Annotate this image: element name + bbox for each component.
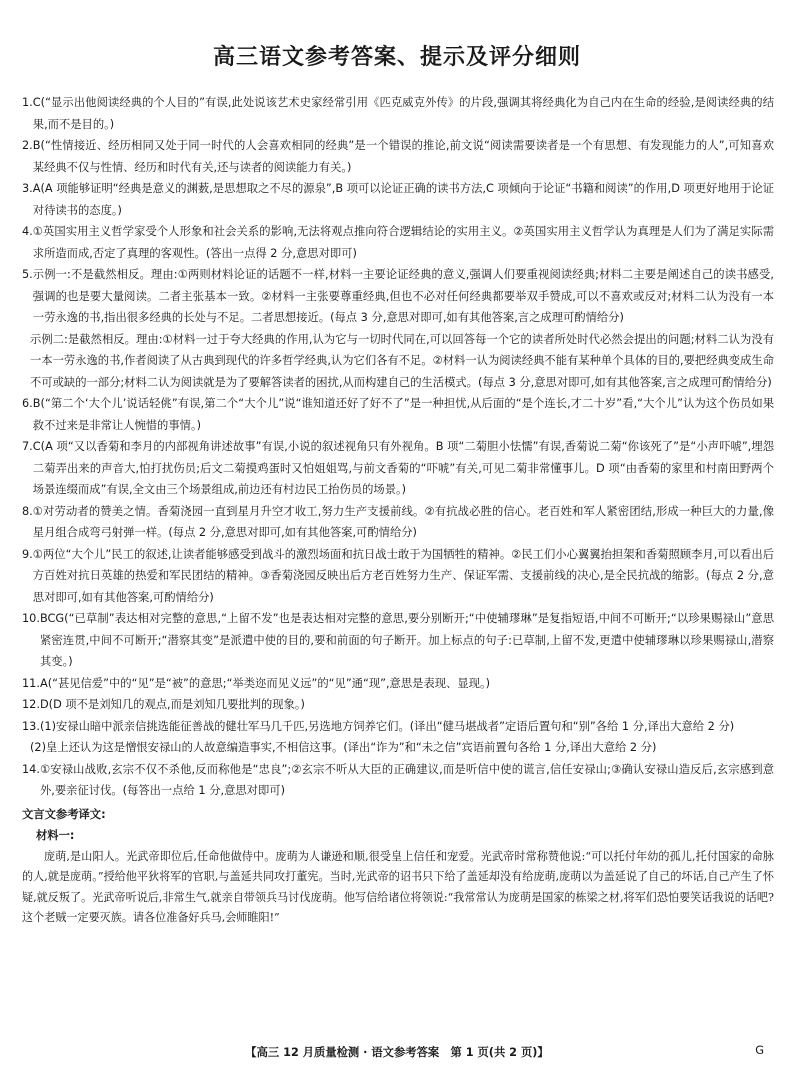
answer-text: ①英国实用主义哲学家受个人形象和社会关系的影响,无法将观点推向符合逻辑结论的实用主义。②英国实用主义哲学认为真理是人们为了满足实际需求所造而成,否定了真理的客观性。(答出一点得 2 分,意思对即可) — [32, 225, 774, 260]
answer-number: 5. — [22, 268, 33, 281]
answer-item — [22, 501, 774, 544]
answer-text: (1)安禄山暗中派亲信挑选能征善战的健壮军马几千匹,另选地方饲养它们。(译出“健马堪战者”定语后置句和“别”各给 1 分,译出大意给 2 分) — [39, 719, 735, 733]
answer-text: D(D 项不是刘知几的观点,而是刘知几要批判的现象。) — [39, 698, 305, 711]
answer-item — [22, 436, 774, 501]
answer-number: 7. — [22, 440, 33, 453]
answer-item — [22, 393, 774, 436]
answer-text: A(“甚见信爱”中的“见”是“被”的意思;“举类迩而见义远”的“见”通“现”,意思是表现、显现。) — [39, 676, 490, 690]
answer-number: 12. — [22, 698, 40, 711]
answer-item — [22, 92, 774, 135]
answer-number: 10. — [22, 612, 40, 625]
answer-text: ①两位“大个儿”民工的叙述,让读者能够感受到战斗的激烈场面和抗日战士敢于为国牺牲的精神。②民工们小心翼翼抬担架和香菊照顾李月,可以看出后方百姓对抗日英雄的热爱和军民团结的精神。③香菊浇园反映出后方老百姓努力生产、保证军需、支援前线的决心,是全民抗战的缩影。(每点 2 分,意思对即可,如有其他答案,可酌情给分) — [32, 547, 774, 604]
answer-item — [22, 608, 774, 673]
answer-item — [22, 135, 774, 178]
answer-item — [22, 178, 774, 221]
answer-item — [22, 673, 774, 695]
answer-item — [22, 759, 774, 802]
answer-number: 3. — [22, 182, 33, 195]
answer-item — [22, 264, 774, 329]
answer-text: ①安禄山战败,玄宗不仅不杀他,反而称他是“忠良”;②玄宗不听从大臣的正确建议,而是听信中使的谎言,信任安禄山;③确认安禄山造反后,玄宗感到意外,要亲征讨伐。(每答出一点给 1 分,意思对即可) — [39, 762, 774, 797]
answer-number: 14. — [22, 762, 40, 776]
answer-item — [22, 716, 774, 738]
answer-number: 9. — [22, 547, 33, 561]
answer-item — [22, 544, 774, 609]
answer-number: 2. — [22, 139, 33, 152]
answer-number: 11. — [22, 676, 40, 690]
answer-item — [22, 221, 774, 264]
answer-number: 1. — [22, 96, 33, 109]
page-title: 高三语文参考答案、提示及评分细则 — [212, 44, 581, 70]
answer-text: B(“性情接近、经历相同又处于同一时代的人会喜欢相同的经典”是一个错误的推论,前文说“阅读需要读者是一个有思想、有发现能力的人”,可知喜欢某经典不仅与性情、经历和时代有关,还与读者的阅读能力有关。) — [32, 139, 774, 174]
material-1-heading: 材料一: — [36, 829, 75, 842]
answer-number: 6. — [22, 397, 33, 410]
answer-text: BCG(“已草制”表达相对完整的意思,“上留不发”也是表达相对完整的意思,要分别断开;“中使辅璆琳”是复指短语,中间不可断开;“以珍果赐禄山”意思紧密连贯,中间不可断开;“潜察其变”是派遣中使的目的,要和前面的句子断开。加上标点的句子:已草制,上留不发,更遣中使辅璆琳以珍果赐禄山,潜察其变。) — [39, 612, 774, 668]
answer-number: 4. — [22, 225, 33, 238]
answer-text: ①对劳动者的赞美之情。香菊浇园一直到星月升空才收工,努力生产支援前线。②有抗战必胜的信心。老百姓和军人紧密团结,形成一种巨大的力量,像星月组合成弯弓射弹一样。(每点 2 分,意思对即可,如有其他答案,可酌情给分) — [32, 504, 774, 539]
answer-text: B(“第二个‘大个儿’说话轻佻”有误,第二个“大个儿”说“谁知道还好了好不了”是一种担忧,从后面的“是个连长,才二十岁”看,“大个儿”认为这个伤员如果救不过来是非常让人惋惜的事情。) — [32, 397, 774, 432]
answer-text: C(“显示出他阅读经典的个人目的”有误,此处说该艺术史家经常引用《匹克威克外传》的片段,强调其将经典化为自己内在生命的经验,是阅读经典的结果,而不是目的。) — [32, 96, 774, 131]
answer-text: A(A 项能够证明“经典是意义的渊薮,是思想取之不尽的源泉”,B 项可以论证正确的读书方法,C 项倾向于论证“书籍和阅读”的作用,D 项更好地用于论证对待读书的态度。) — [32, 182, 774, 217]
page-footer: 【高三 12 月质量检测 · 语文参考答案 第 1 页(共 2 页)】 — [245, 1046, 549, 1059]
answer-content — [22, 92, 774, 929]
answer-13-part-2: (2)皇上还认为这是憎恨安禄山的人故意编造事实,不相信这事。(译出“诈为”和“未之信”宾语前置句各给 1 分,译出大意给 2 分) — [30, 741, 657, 754]
answer-text: 示例一:不是截然相反。理由:①两则材料论证的话题不一样,材料一主要论证经典的意义,强调人们要重视阅读经典;材料二主要是阐述自己的读书感受,强调的也是要大量阅读。二者主张基本一致。②材料一主张要尊重经典,但也不必对任何经典都要举双手赞成,可以不喜欢或反对;材料二认为没有一本一劳永逸的书,指出很多经典的长处与不足。二者思想接近。(每点 3 分,意思对即可,如有其他答案,言之成理可酌情给分) — [32, 268, 774, 324]
answer-number: 13. — [22, 719, 40, 733]
answer-text: C(A 项“又以香菊和李月的内部视角讲述故事”有误,小说的叙述视角只有外视角。B 项“二菊胆小怯懦”有误,香菊说二菊“你该死了”是“小声吓唬”,埋怨二菊弄出来的声音大,怕打扰伤员;后文二菊摸鸡蛋时又怕姐姐骂,与前文香菊的“吓唬”有关,可见二菊非常懂事儿。D 项“由香菊的家里和村南田野两个场景连缀而成”有误,全文由三个场景组成,前边还有村边民工抬伤员的场景。) — [32, 440, 774, 496]
answer-number: 8. — [22, 504, 33, 518]
answer-5-example-2: 示例二:是截然相反。理由:①材料一过于夸大经典的作用,认为它与一切时代同在,可以回答每一个它的读者所处时代必然会提出的问题;材料二认为没有一本一劳永逸的书,作者阅读了从古典到现代的许多哲学经典,认为它们各有不足。②材料一认为阅读经典不能有某种单个具体的目的,要把经典变成生命不可或缺的一部分;材料二认为阅读就是为了要解答读者的困扰,从而构建自己的生活模式。(每点 3 分,意思对即可,如有其他答案,言之成理可酌情给分) — [30, 332, 774, 389]
translation-heading: 文言文参考译文: — [22, 807, 106, 821]
answer-item — [22, 694, 774, 716]
footer-mark: G — [755, 1044, 764, 1057]
material-1-translation: 庞萌,是山阳人。光武帝即位后,任命他做侍中。庞萌为人谦逊和顺,很受皇上信任和宠爱。光武帝时常称赞他说:“可以托付年幼的孤儿,托付国家的命脉的人,就是庞萌。”授给他平狄将军的官职,与盖延共同攻打董宪。当时,光武帝的诏书只下给了盖延却没有给庞萌,庞萌以为盖延说了自己的坏话,自己产生了怀疑,就反叛了。光武帝听说后,非常生气,就亲自带领兵马讨伐庞萌。他写信给诸位将领说:“我常常认为庞萌是国家的栋梁之材,将军们恐怕要笑话我说的话吧?这个老贼一定要灭族。请各位准备好兵马,会师睢阳!” — [22, 849, 774, 925]
